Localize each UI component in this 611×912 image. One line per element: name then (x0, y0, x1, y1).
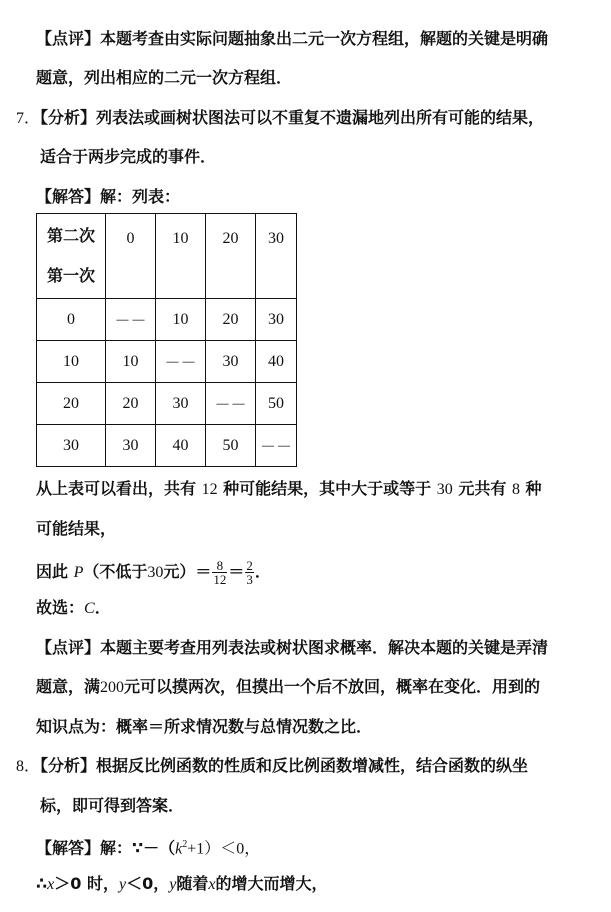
analysis-line-1: 【分析】列表法或画树状图法可以不重复不遗漏地列出所有可能的结果， (40, 108, 545, 127)
text-segment: ＞0 时， (54, 874, 119, 893)
table-cell: 20 (106, 383, 156, 425)
number-amount: 200 (100, 679, 125, 696)
analysis-line-2: 标，即可得到答案． (40, 796, 185, 815)
table-cell: 30 (206, 341, 256, 383)
table-header-row (37, 214, 297, 299)
text-segment: 【解答】解：∵－（ (36, 838, 176, 858)
header-top: 第二次 (46, 226, 95, 245)
comment-line-2 (36, 677, 540, 698)
number-total: 12 (201, 481, 218, 498)
table-cell: 50 (206, 425, 256, 467)
row-header: 30 (37, 425, 106, 467)
comment-line-1: 【点评】本题主要考查用列表法或树状图求概率．解决本题的关键是弄清 (36, 638, 549, 657)
col-header: 30 (256, 214, 297, 299)
text-segment: 随着 (176, 874, 209, 893)
variable-x: x (47, 876, 55, 893)
variable-k: k (175, 840, 183, 858)
text-segment: 元）＝ (163, 562, 212, 581)
text-segment: 种可能结果，其中大于或等于 (223, 479, 432, 498)
number-threshold: 30 (436, 481, 453, 498)
table-cell: 20 (206, 299, 256, 341)
text-segment: 因此 (36, 562, 69, 581)
fraction-8-12 (212, 559, 227, 586)
col-header: 0 (106, 214, 156, 299)
table-corner-header (37, 214, 106, 299)
solution-intro: 【解答】解：列表： (36, 187, 181, 206)
table-cell: 40 (256, 341, 297, 383)
table-cell: 40 (156, 425, 206, 467)
text-segment: 故选： (36, 598, 85, 617)
text-segment: ＜0， (126, 874, 170, 893)
text-segment: 元共有 (458, 479, 507, 498)
number-threshold: 30 (147, 564, 164, 581)
answer-line (36, 598, 111, 619)
text-segment: （不低于 (83, 562, 148, 581)
table-cell: －－ (256, 425, 297, 467)
table-cell: 10 (106, 341, 156, 383)
number-favorable: 8 (511, 481, 520, 498)
col-header: 10 (156, 214, 206, 299)
fraction-denominator: 3 (246, 572, 253, 587)
period: ． (254, 562, 271, 581)
analysis-line-2: 适合于两步完成的事件． (40, 147, 217, 166)
table-cell: －－ (156, 341, 206, 383)
header-bottom: 第一次 (46, 266, 95, 285)
text-segment: 种 (525, 479, 542, 498)
table-row (37, 425, 297, 467)
probability-symbol: P (73, 564, 84, 581)
table-cell: 30 (106, 425, 156, 467)
table-cell: －－ (206, 383, 256, 425)
question-8 (16, 756, 528, 777)
text-segment: 元可以摸两次，但摸出一个后不放回，概率在变化．用到的 (124, 677, 541, 696)
text-segment: +1）＜0， (187, 840, 261, 858)
probability-formula (36, 558, 271, 587)
analysis-line-1: 【分析】根据反比例函数的性质和反比例函数增减性，结合函数的纵坐 (40, 756, 529, 775)
table-cell: －－ (106, 299, 156, 341)
variable-y: y (118, 876, 127, 893)
equals-sign: ＝ (228, 562, 245, 581)
probability-table (36, 213, 297, 467)
question-7 (16, 108, 544, 129)
variable-y: y (169, 876, 177, 893)
text-segment: 从上表可以看出，共有 (36, 479, 197, 498)
row-header: 0 (37, 299, 106, 341)
therefore-symbol: ∴ (36, 874, 48, 893)
fraction-numerator: 8 (212, 559, 227, 573)
table-cell: 30 (156, 383, 206, 425)
period: ． (94, 598, 111, 617)
table-row (37, 299, 297, 341)
variable-x: x (208, 876, 216, 893)
row-header: 10 (37, 341, 106, 383)
review-text-line-2: 题意，列出相应的二元一次方程组． (36, 68, 293, 87)
result-line-1 (36, 479, 542, 500)
fraction-2-3 (245, 559, 254, 586)
answer-choice: C (84, 600, 95, 617)
table-row (37, 341, 297, 383)
solution-line-1 (36, 835, 260, 859)
text-segment: 题意，满 (36, 677, 101, 696)
question-number: 8． (16, 758, 41, 775)
exponent: 2 (182, 839, 188, 850)
review-text-line-1: 【点评】本题考查由实际问题抽象出二元一次方程组，解题的关键是明确 (36, 29, 549, 48)
col-header: 20 (206, 214, 256, 299)
fraction-numerator: 2 (246, 558, 253, 573)
result-line-2: 可能结果， (36, 519, 117, 538)
table-cell: 30 (256, 299, 297, 341)
question-number: 7． (16, 110, 41, 127)
solution-line-2 (36, 874, 327, 895)
table-cell: 50 (256, 383, 297, 425)
table-cell: 10 (156, 299, 206, 341)
comment-line-3: 知识点为：概率＝所求情况数与总情况数之比． (36, 717, 373, 736)
row-header: 20 (37, 383, 106, 425)
fraction-denominator: 12 (213, 572, 227, 587)
text-segment: 的增大而增大， (215, 874, 328, 893)
table-row (37, 383, 297, 425)
